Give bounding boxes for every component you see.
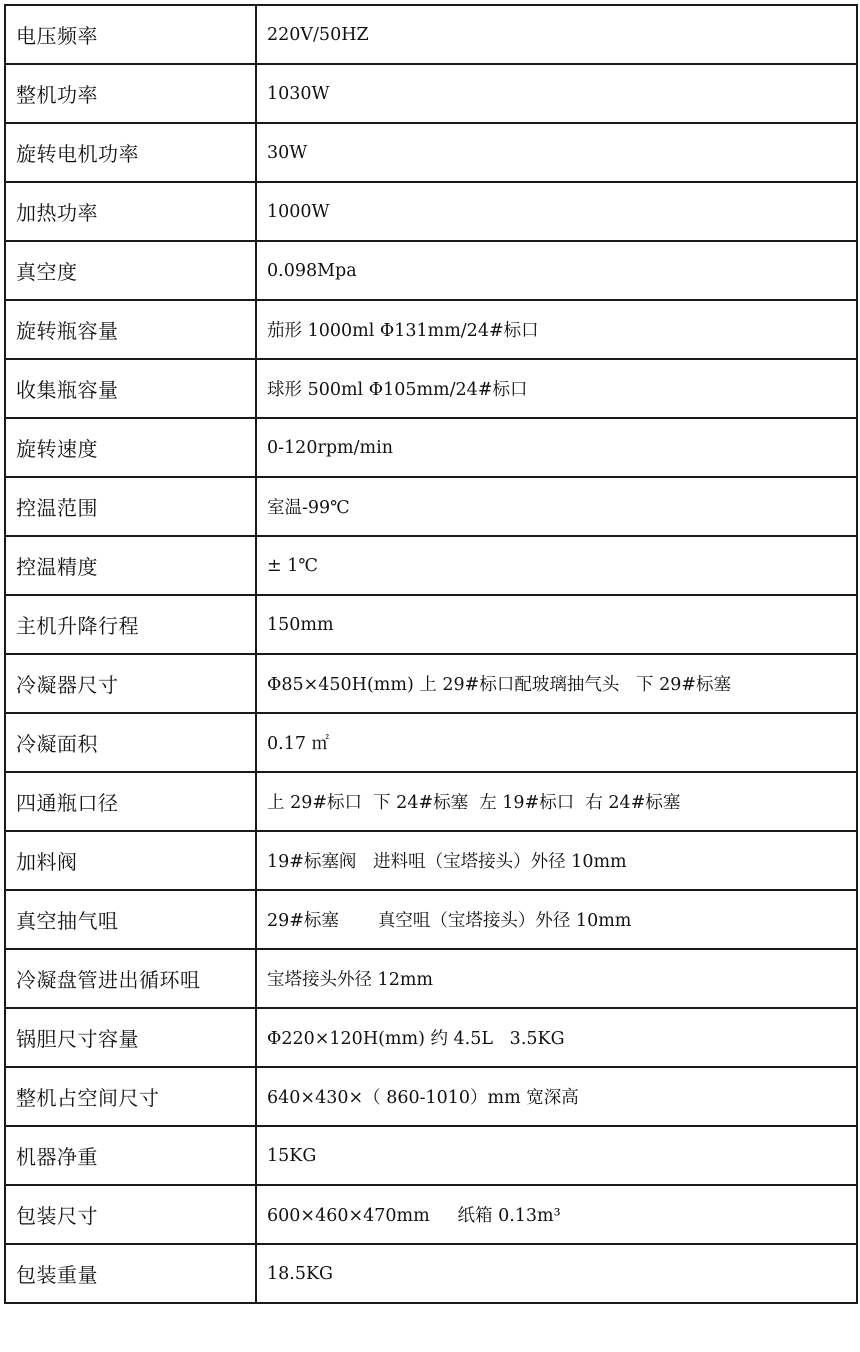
table-row	[5, 1126, 857, 1185]
table-row	[5, 772, 857, 831]
table-row	[5, 1244, 857, 1303]
spec-value: 球形 500ml Φ105mm/24#标口	[256, 359, 857, 418]
spec-value: Φ220×120H(mm) 约 4.5L 3.5KG	[256, 1008, 857, 1067]
spec-label: 加热功率	[5, 182, 256, 241]
spec-label: 真空度	[5, 241, 256, 300]
spec-table	[4, 4, 858, 1304]
spec-value: Φ85×450H(mm) 上 29#标口配玻璃抽气头 下 29#标塞	[256, 654, 857, 713]
table-row	[5, 359, 857, 418]
spec-value: 640×430×（ 860-1010）mm 宽深高	[256, 1067, 857, 1126]
spec-value: ± 1℃	[256, 536, 857, 595]
spec-label: 主机升降行程	[5, 595, 256, 654]
spec-label: 机器净重	[5, 1126, 256, 1185]
spec-label: 控温精度	[5, 536, 256, 595]
spec-label: 真空抽气咀	[5, 890, 256, 949]
spec-value: 0.098Mpa	[256, 241, 857, 300]
spec-value: 18.5KG	[256, 1244, 857, 1303]
spec-label: 冷凝器尺寸	[5, 654, 256, 713]
table-row	[5, 1008, 857, 1067]
spec-value: 上 29#标口 下 24#标塞 左 19#标口 右 24#标塞	[256, 772, 857, 831]
table-row	[5, 949, 857, 1008]
table-row	[5, 182, 857, 241]
spec-value: 室温-99℃	[256, 477, 857, 536]
spec-label: 旋转电机功率	[5, 123, 256, 182]
spec-label: 冷凝盘管进出循环咀	[5, 949, 256, 1008]
table-row	[5, 241, 857, 300]
spec-value: 220V/50HZ	[256, 5, 857, 64]
spec-value: 1000W	[256, 182, 857, 241]
spec-label: 加料阀	[5, 831, 256, 890]
table-row	[5, 536, 857, 595]
table-row	[5, 5, 857, 64]
spec-value: 0-120rpm/min	[256, 418, 857, 477]
spec-value: 29#标塞 真空咀（宝塔接头）外径 10mm	[256, 890, 857, 949]
spec-value: 19#标塞阀 进料咀（宝塔接头）外径 10mm	[256, 831, 857, 890]
table-row	[5, 300, 857, 359]
spec-label: 电压频率	[5, 5, 256, 64]
spec-value: 150mm	[256, 595, 857, 654]
table-row	[5, 1067, 857, 1126]
table-row	[5, 890, 857, 949]
spec-label: 包装重量	[5, 1244, 256, 1303]
table-row	[5, 713, 857, 772]
spec-value: 1030W	[256, 64, 857, 123]
spec-value: 30W	[256, 123, 857, 182]
spec-label: 冷凝面积	[5, 713, 256, 772]
table-row	[5, 595, 857, 654]
spec-label: 整机占空间尺寸	[5, 1067, 256, 1126]
spec-label: 锅胆尺寸容量	[5, 1008, 256, 1067]
spec-value: 茄形 1000ml Φ131mm/24#标口	[256, 300, 857, 359]
spec-label: 控温范围	[5, 477, 256, 536]
spec-label: 旋转速度	[5, 418, 256, 477]
spec-label: 整机功率	[5, 64, 256, 123]
table-row	[5, 654, 857, 713]
table-row	[5, 64, 857, 123]
spec-label: 包装尺寸	[5, 1185, 256, 1244]
spec-value: 15KG	[256, 1126, 857, 1185]
spec-label: 旋转瓶容量	[5, 300, 256, 359]
table-row	[5, 477, 857, 536]
spec-value: 0.17 ㎡	[256, 713, 857, 772]
spec-value: 宝塔接头外径 12mm	[256, 949, 857, 1008]
table-row	[5, 418, 857, 477]
table-row	[5, 123, 857, 182]
spec-label: 收集瓶容量	[5, 359, 256, 418]
table-row	[5, 831, 857, 890]
table-row	[5, 1185, 857, 1244]
spec-value: 600×460×470mm 纸箱 0.13m³	[256, 1185, 857, 1244]
spec-label: 四通瓶口径	[5, 772, 256, 831]
